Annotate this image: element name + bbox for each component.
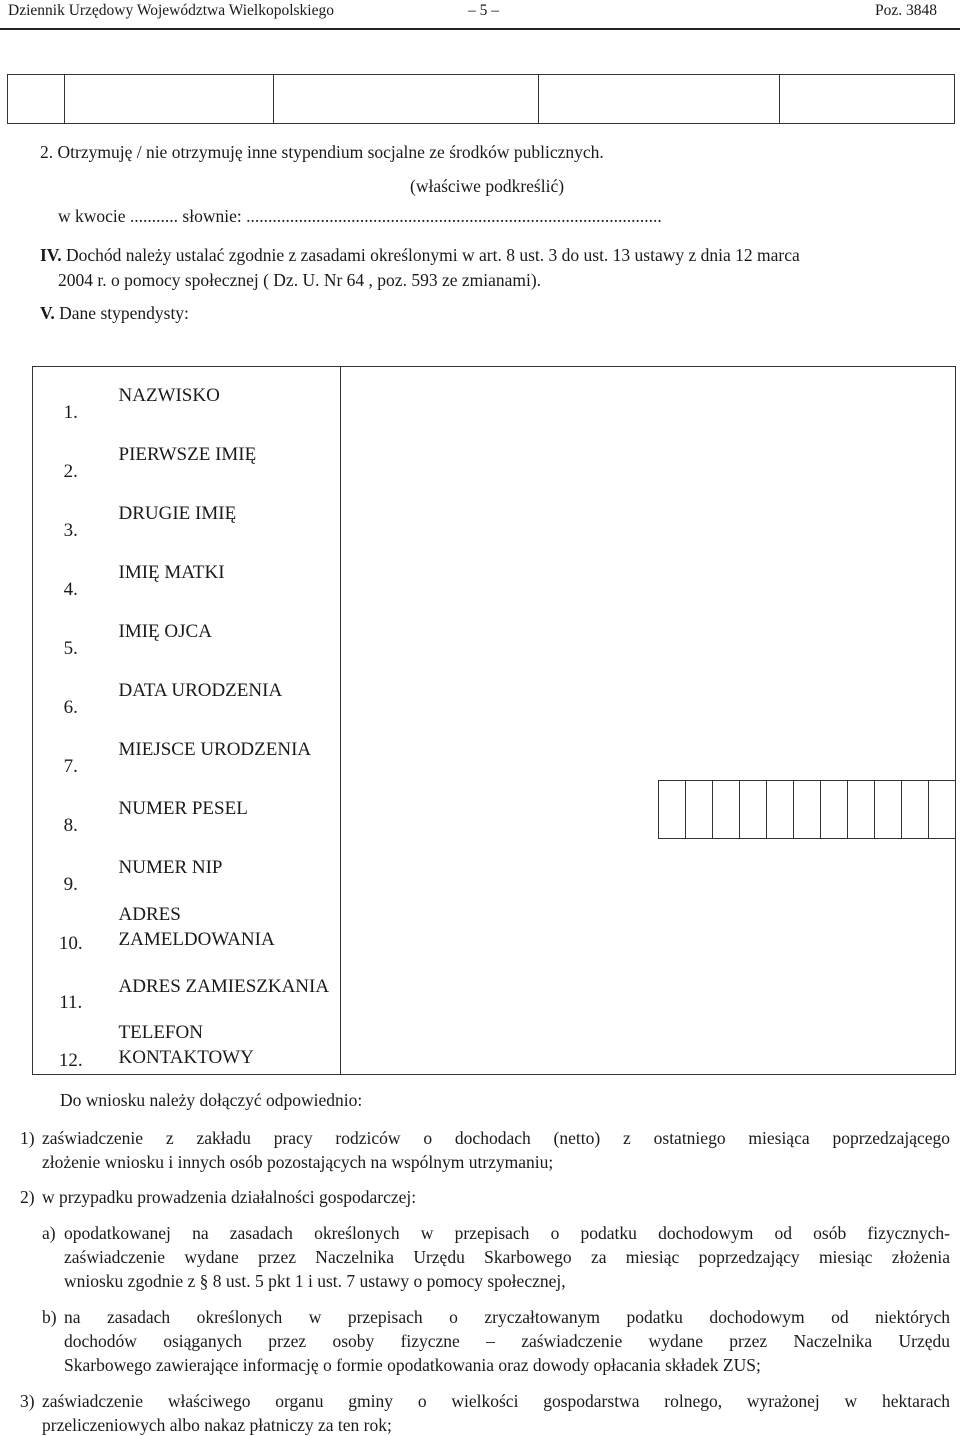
pesel-digit-cell[interactable] — [928, 780, 955, 839]
field-number: 7. — [33, 721, 109, 780]
pesel-digit-cell[interactable] — [820, 780, 847, 839]
scholarship-statement: 2. Otrzymuję / nie otrzymuję inne stypendium socjalne ze środków publicznych. — [40, 142, 604, 162]
section-number: IV. — [40, 245, 62, 265]
subitem-letter: b) — [42, 1307, 57, 1327]
pesel-digit-cell[interactable] — [793, 780, 820, 839]
subitem-text: dochodów osiąganych przez osoby fizyczne – zaświadczenie wydane przez Naczelnika Urzędu — [64, 1331, 950, 1351]
item-number: 2) — [20, 1187, 35, 1207]
field-label: IMIĘ MATKI — [118, 562, 225, 583]
field-number: 12. — [33, 1016, 109, 1075]
item-text: zaświadczenie z zakładu pracy rodziców o dochodach (netto) z ostatniego miesiąca poprzedzającego — [42, 1128, 950, 1148]
table-row — [33, 367, 956, 426]
pesel-digit-cell[interactable] — [766, 780, 793, 839]
subitem-text: opodatkowanej na zasadach określonych w przepisach o podatku dochodowym od osób fizycznych- — [64, 1223, 950, 1243]
item-number: 3) — [20, 1391, 35, 1411]
table-row — [33, 839, 956, 898]
section-title-text: Dane stypendysty: — [59, 303, 189, 323]
table-cell[interactable] — [8, 75, 65, 124]
pesel-digit-cell[interactable] — [712, 780, 739, 839]
pesel-digit-cell[interactable] — [685, 780, 712, 839]
subitem-text: na zasadach określonych w przepisach o zryczałtowanym podatku dochodowym od niektórych — [64, 1307, 950, 1327]
field-label: NUMER PESEL — [118, 798, 248, 819]
pesel-cells — [341, 780, 955, 839]
field-number: 8. — [33, 780, 109, 839]
table-row — [33, 780, 956, 839]
subitem-letter: a) — [42, 1223, 56, 1243]
field-value-area[interactable] — [341, 839, 956, 1075]
field-value-area[interactable] — [341, 367, 956, 780]
pesel-field[interactable] — [341, 780, 956, 839]
field-label: TELEFON KONTAKTOWY — [109, 1016, 341, 1075]
field-number: 9. — [33, 839, 109, 898]
income-rule-text: Dochód należy ustalać zgodnie z zasadami określonymi w art. 8 ust. 3 do ust. 13 ustawy z dnia 12 marca — [65, 245, 800, 265]
income-rule-line2: 2004 r. o pomocy społecznej ( Dz. U. Nr 64 , poz. 593 ze zmianami). — [58, 270, 542, 290]
field-label: IMIĘ OJCA — [118, 621, 212, 642]
field-number: 1. — [33, 367, 109, 426]
section-title — [40, 303, 189, 324]
pesel-digit-cell[interactable] — [658, 780, 685, 839]
field-label: NUMER NIP — [118, 857, 223, 878]
field-number: 11. — [33, 957, 109, 1016]
field-number: 6. — [33, 662, 109, 721]
pesel-digit-cell[interactable] — [874, 780, 901, 839]
field-label: DRUGIE IMIĘ — [118, 503, 237, 524]
journal-title: Dziennik Urzędowy Województwa Wielkopolskiego — [8, 2, 334, 19]
field-label: DATA URODZENIA — [118, 680, 283, 701]
item-number: 1) — [20, 1128, 35, 1148]
pesel-digit-cell[interactable] — [739, 780, 766, 839]
underline-hint: (właściwe podkreślić) — [410, 176, 565, 196]
pesel-digit-cell[interactable] — [847, 780, 874, 839]
subitem-text: zaświadczenie wydane przez Naczelnika Urzędu Skarbowego za miesiąc poprzedzający miesiąc złożenia — [64, 1247, 950, 1267]
field-number: 2. — [33, 426, 109, 485]
amount-line: w kwocie ........... słownie: ............................................................................................... — [58, 206, 662, 226]
page-number: – 5 – — [468, 2, 499, 19]
table-cell[interactable] — [539, 75, 780, 124]
previous-table-row — [7, 74, 955, 124]
item-text: złożenie wniosku i innych osób pozostających na wspólnym utrzymaniu; — [42, 1152, 554, 1172]
subitem-text: wniosku zgodnie z § 8 ust. 5 pkt 1 i ust. 7 ustawy o pomocy społecznej, — [64, 1271, 566, 1291]
table-cell[interactable] — [65, 75, 274, 124]
page-header — [0, 0, 960, 30]
field-label: ADRES ZAMELDOWANIA — [118, 904, 275, 950]
table-cell[interactable] — [274, 75, 539, 124]
income-rule-line1 — [40, 245, 800, 266]
field-number: 5. — [33, 603, 109, 662]
pesel-digit-cell[interactable] — [901, 780, 928, 839]
student-data-table — [32, 366, 956, 1075]
field-label: MIEJSCE URODZENIA — [118, 739, 312, 760]
field-number: 3. — [33, 485, 109, 544]
attachments-intro: Do wniosku należy dołączyć odpowiednio: — [60, 1090, 363, 1110]
field-label: NAZWISKO — [109, 367, 341, 426]
table-cell[interactable] — [780, 75, 955, 124]
position-number: Poz. 3848 — [875, 2, 937, 19]
field-label: PIERWSZE IMIĘ — [118, 444, 257, 465]
section-number: V. — [40, 303, 55, 323]
item-text: przeliczeniowych albo nakaz płatniczy za ten rok; — [42, 1415, 392, 1435]
field-number: 10. — [33, 898, 109, 957]
header-rule — [0, 28, 960, 30]
field-label: ADRES ZAMIESZKANIA — [118, 975, 330, 997]
field-number: 4. — [33, 544, 109, 603]
item-text: w przypadku prowadzenia działalności gospodarczej: — [42, 1187, 417, 1207]
item-text: zaświadczenie właściwego organu gminy o wielkości gospodarstwa rolnego, wyrażonej w hektarach — [42, 1391, 950, 1411]
subitem-text: Skarbowego zawierające informację o formie opodatkowania oraz dowody opłacania składek ZUS; — [64, 1355, 761, 1375]
